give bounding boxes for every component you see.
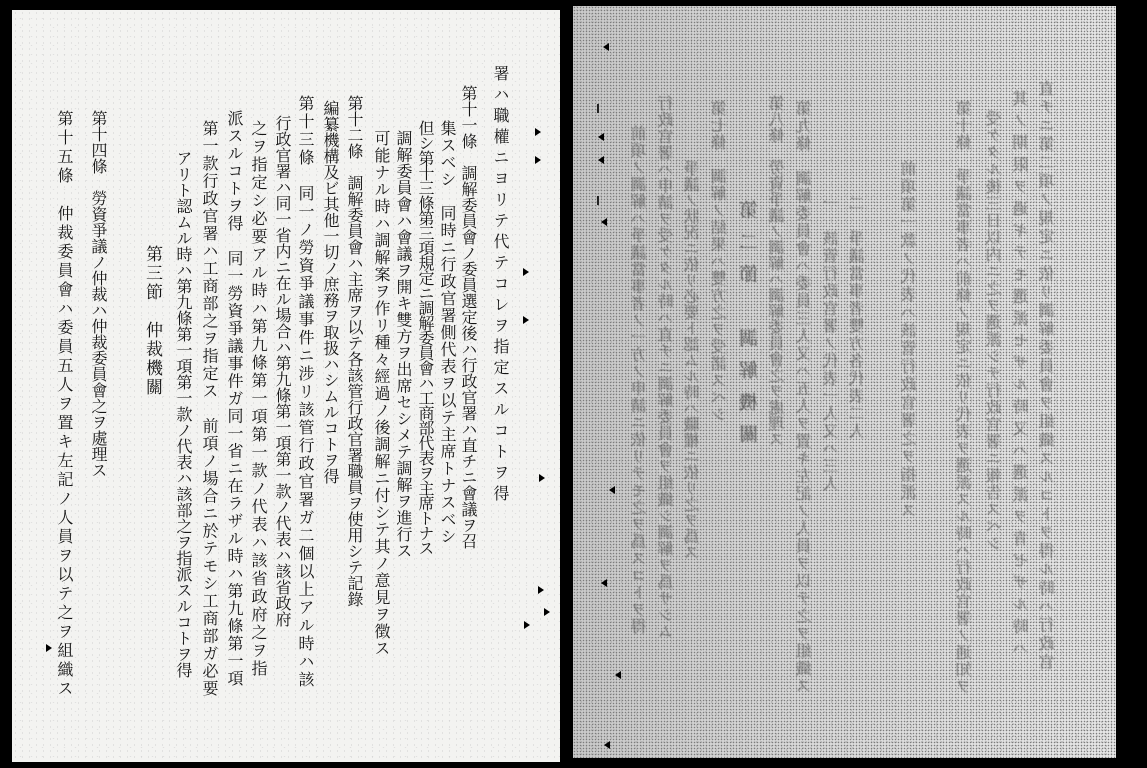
mirrored-text-column: 前項第一款ノ代表ハ該管行政官署之ヲ指派ス [900,160,919,520]
scan-mark [598,133,604,141]
article-12-heading-column: 第十二條 調解委員會ハ主席ヲ以テ各該管行政官署職員ヲ使用シテ記錄 [345,95,364,607]
scan-mark [603,43,609,51]
scan-mark [535,128,541,136]
mirrored-text-column: 受ケタル後三日以内ニ之ヲ選派シテ行政官署ニ報告スベシ [985,110,1004,552]
mirrored-text-column: 第七條 調解ノ結果ハ雙方之ヲ受諾スベシ [710,100,729,423]
article-14-heading-column: 第十四條 勞資爭議ノ仲裁ハ仲裁委員會之ヲ處理ス [89,110,108,478]
left-text-column: 可能ナル時ハ調解案ヲ作リ種々經過ノ後調解ニ付シテ其ノ意見ヲ徴ス [372,130,391,657]
mirrored-text-column: 第十條 爭議當事者ハ前條ノ規定ニ依リ代表ヲ選派スル時ハ行政官署ノ通知ヲ [955,100,974,695]
scan-mark [46,644,52,652]
scan-mark [604,741,610,749]
article-15-heading-column: 第十五條 仲裁委員會ハ委員五人ヲ置キ左記ノ人員ヲ以テ之ヲ組織ス [55,110,74,699]
scan-mark [524,621,530,629]
scan-mark [538,586,544,594]
scan-mark [523,268,529,276]
mirrored-text-column: 第八條 勞資爭議ノ調解ハ調解委員會之ヲ處理ス [768,95,787,447]
mirrored-text-column: 爭議ノ狀況ニ依リ必要ト認ムル時ハ職權ニ依リ之ヲ爲ス [683,160,702,560]
left-text-column: アリト認ムル時ハ第九條第一項第一款ノ代表ハ該部之ヲ指派スルコトヲ得 [174,150,193,678]
left-page [12,10,560,762]
article-13-heading-column: 第十三條 同一ノ勞資爭議事件ニ涉リ該管行政官署ガ二個以上アル時ハ該 [296,95,315,689]
left-text-column: 第一款行政官署ハ工商部之ヲ指定ス 前項ノ場合ニ於テモシ工商部ガ必要 [200,120,219,698]
scan-mark [544,608,550,616]
mirrored-text-column: 二 爭議當事者雙方各代表二人 [848,195,867,440]
section-3-heading: 第三節 仲裁機關 [142,245,162,397]
scan-mark [615,671,621,679]
right-page-mirrored-scan [573,6,1116,758]
scan-mark [539,474,545,482]
left-text-column: 之ヲ指定シ必要アル時ハ第九條第一項第一款ノ代表ハ該省政府之ヲ指 [249,120,268,678]
left-text-column: 行政官署ハ同一省内ニ在ル場合ハ第九條第一項第一款ノ代表ハ該省政府 [273,115,292,627]
left-text-column: 集スベシ 同時ニ行政官署側代表ヲ以テ主席トナスベシ [438,120,457,545]
scan-mark [609,486,615,494]
mirrored-text-column: 一 該管行政官署ノ代表一人又ハ三人 [822,195,841,493]
scan-mark [535,156,541,164]
scan-mark [523,316,529,324]
scan-mark [597,104,599,113]
mirrored-text-column: 第九條 調解委員會ハ委員三人又ハ五人ヲ置キ左記ノ人員ヲ以テ之ヲ組織ス [795,100,814,695]
mirrored-text-column: 行政官署ハ申請ヲ受ケタル時ハ直チニ調解委員會ヲ組織シ調解ヲ爲サシム [657,95,676,640]
article-11-heading-column: 第十一條 調解委員會ノ委員選定後ハ行政官署ハ直チニ會議ヲ召 [459,85,478,549]
mirrored-text-column: 其ノ期限ヲ過ギテモ選派セザル時又ハ選派ヲ肯ゼザル時ハ [1012,90,1031,662]
mirrored-section-heading: 第二節 調解機關 [739,200,761,456]
mirrored-text-column: 前項ノ調解ハ爭議當事者ノ一方ノ申請ニ依リテモ之ヲ爲スコトヲ得 [630,125,649,635]
left-text-column: 編纂機構及ビ其他一切ノ庶務ヲ取扱ハシムルコトヲ得 [321,100,340,484]
left-text-column: 調解委員會ハ會議ヲ開キ雙方ヲ出席セシメテ調解ヲ進行ス [394,130,413,559]
left-text-column: 派スルコトヲ得 同一勞資爭議事件ガ同一省ニ在ラザル時ハ第九條第一項 [225,110,244,688]
left-text-column: 署ハ職權ニヨリテ代テコレヲ指定スルコトヲ得 [491,65,510,506]
mirrored-text-column: 直チニ第二項ノ規定ニ依リ調解委員會ヲ組織スルコトヲ得ル時ハ行政官 [1038,80,1057,672]
scan-mark [601,579,607,587]
scan-mark [601,218,607,226]
left-text-column: 但シ第十三條第三項規定ニ調解委員會ハ工商部代表ヲ主席トナス [416,120,435,555]
scan-mark [597,196,599,205]
scan-mark [598,156,604,164]
